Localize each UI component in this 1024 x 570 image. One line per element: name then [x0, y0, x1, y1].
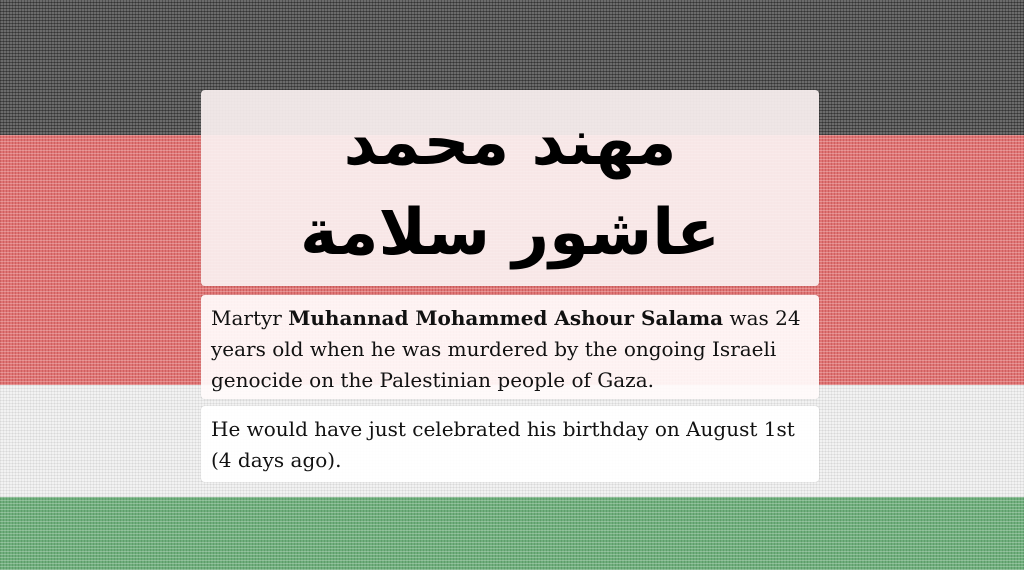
arabic-name-heading: مهند محمد عاشور سلامة [300, 106, 720, 270]
martyr-info-suffix: was 24 years old when he was murdered by the ongoing Israeli genocide on the Palestinian people of Gaza. [211, 306, 801, 392]
martyr-info-card [201, 295, 819, 399]
flag-green-stripe [0, 497, 1024, 570]
martyr-info-text [211, 303, 809, 396]
birthday-card [201, 406, 819, 482]
martyr-name: Muhannad Mohammed Ashour Salama [288, 306, 724, 330]
martyr-info-prefix: Martyr [211, 306, 289, 330]
birthday-text: He would have just celebrated his birthday on August 1st (4 days ago). [211, 417, 795, 472]
name-card [201, 90, 819, 286]
